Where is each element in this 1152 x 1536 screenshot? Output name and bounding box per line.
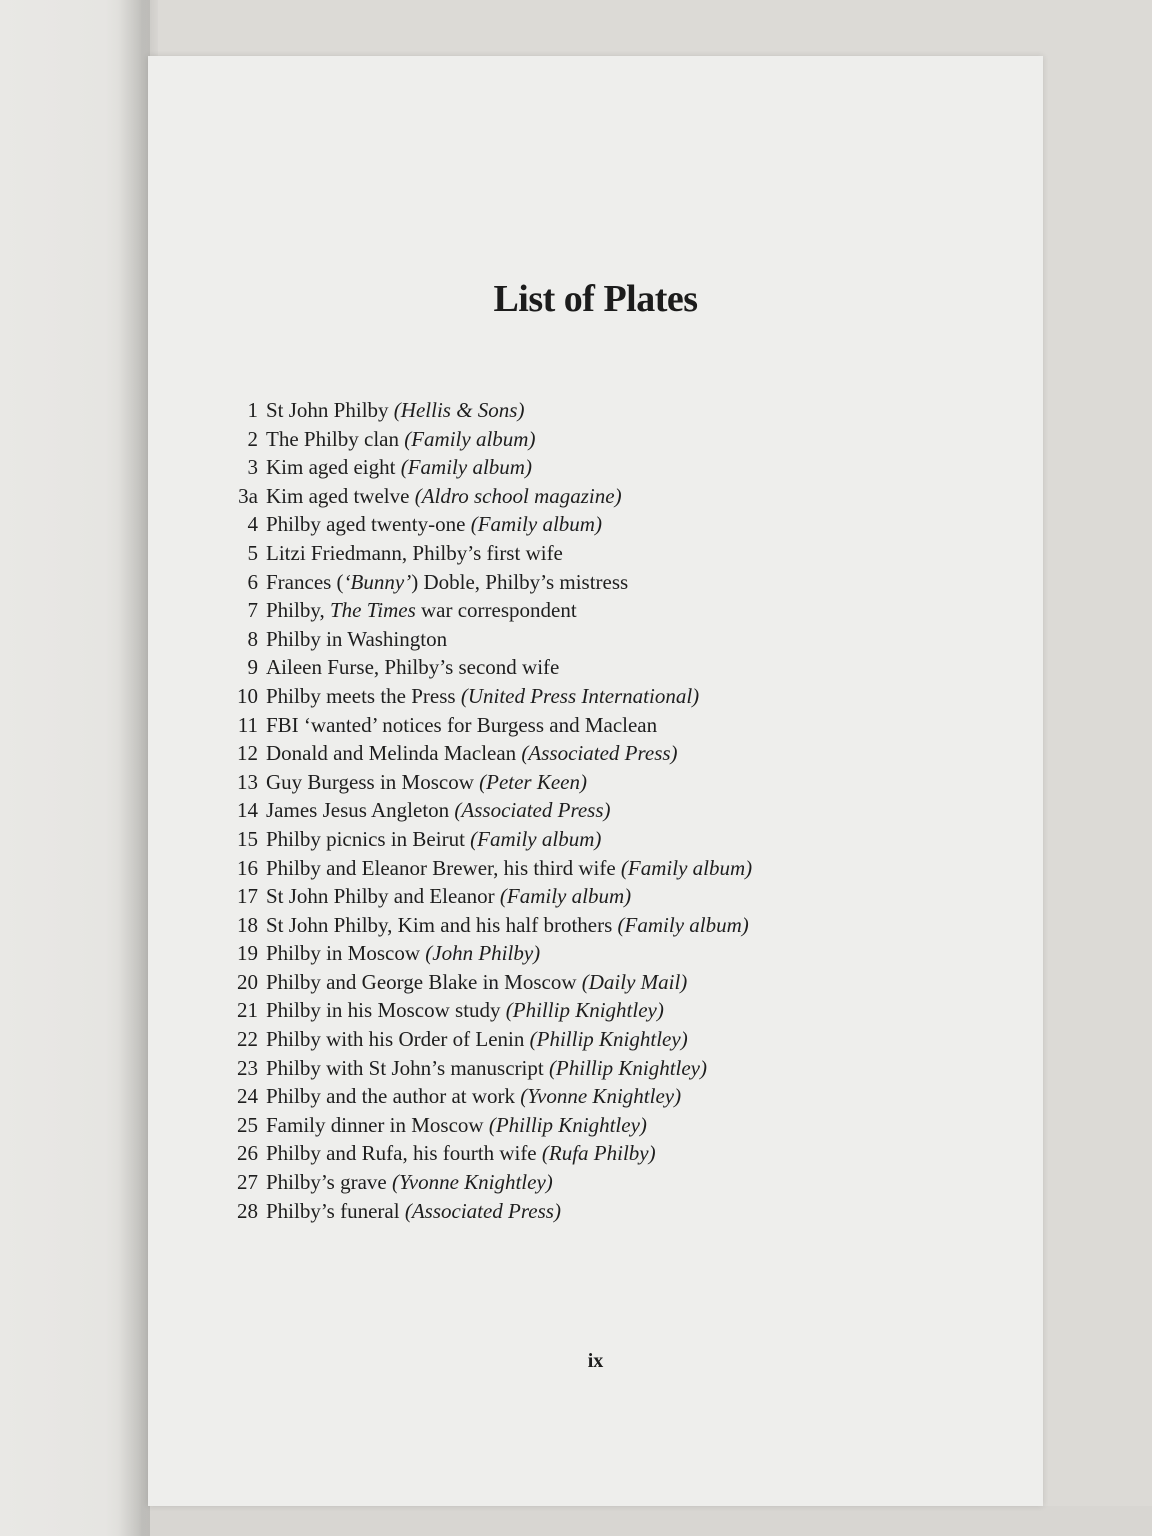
plate-number: 28 xyxy=(237,1198,258,1223)
plate-number: 15 xyxy=(237,826,258,851)
plate-number: 23 xyxy=(237,1055,258,1080)
plate-item xyxy=(224,625,1004,654)
plate-number: 3a xyxy=(238,483,258,508)
plate-caption xyxy=(266,882,631,911)
plate-caption-text: Philby with his Order of Lenin xyxy=(266,1027,530,1052)
plate-number: 20 xyxy=(237,969,258,994)
plate-item xyxy=(224,539,1004,568)
plate-number: 17 xyxy=(237,884,258,909)
plate-caption-text: Philby with St John’s manuscript xyxy=(266,1055,549,1080)
plate-caption-text: Philby and Rufa, his fourth wife xyxy=(266,1141,542,1166)
plate-item xyxy=(224,425,1004,454)
plate-item xyxy=(224,568,1004,597)
plate-number: 2 xyxy=(247,426,258,451)
plate-caption xyxy=(266,653,559,682)
plate-credit: (United Press International) xyxy=(460,683,700,708)
plate-credit: (Aldro school magazine) xyxy=(414,483,622,508)
plate-caption xyxy=(266,968,687,997)
plate-caption xyxy=(266,854,752,883)
plate-credit: (Family album) xyxy=(470,512,602,537)
plate-caption xyxy=(266,539,563,568)
plate-caption xyxy=(266,482,622,511)
plate-credit: (Associated Press) xyxy=(521,741,678,766)
plate-number: 22 xyxy=(237,1027,258,1052)
plate-credit: (Family album) xyxy=(617,912,749,937)
plate-number: 19 xyxy=(237,941,258,966)
plate-caption-text: Philby in his Moscow study xyxy=(266,998,506,1023)
plate-credit: (Associated Press) xyxy=(404,1198,561,1223)
plate-item xyxy=(224,882,1004,911)
plate-number: 8 xyxy=(247,626,258,651)
plate-caption-text: Philby and the author at work xyxy=(266,1084,521,1109)
plate-caption-text: Kim aged eight xyxy=(266,455,401,480)
plate-caption xyxy=(266,1025,688,1054)
plate-caption xyxy=(266,568,628,597)
plate-item xyxy=(224,739,1004,768)
plate-caption xyxy=(266,996,664,1025)
plate-item xyxy=(224,796,1004,825)
plate-caption-text: St John Philby and Eleanor xyxy=(266,884,500,909)
plate-number: 16 xyxy=(237,855,258,880)
plate-item xyxy=(224,1197,1004,1226)
plate-credit: (Phillip Knightley) xyxy=(505,998,664,1023)
plate-caption xyxy=(266,1139,656,1168)
page-number: ix xyxy=(587,1350,604,1372)
plate-number: 9 xyxy=(247,655,258,680)
plate-caption xyxy=(266,453,532,482)
plate-caption-text: Guy Burgess in Moscow xyxy=(266,769,480,794)
plate-number: 27 xyxy=(237,1170,258,1195)
plate-number: 18 xyxy=(237,912,258,937)
table-surface xyxy=(150,1506,1152,1536)
plate-number: 26 xyxy=(237,1141,258,1166)
plate-caption xyxy=(266,1054,707,1083)
plate-caption-text-end: war correspondent xyxy=(415,598,577,623)
plate-item xyxy=(224,1054,1004,1083)
plate-caption-text: Philby and George Blake in Moscow xyxy=(266,969,582,994)
plate-number: 12 xyxy=(237,741,258,766)
plate-number: 10 xyxy=(237,683,258,708)
plate-caption-text: Philby in Washington xyxy=(266,626,448,651)
plate-credit: (Yvonne Knightley) xyxy=(520,1084,682,1109)
plate-item xyxy=(224,911,1004,940)
plate-caption-text-end: ) Doble, Philby’s mistress xyxy=(411,569,629,594)
plate-number: 5 xyxy=(247,540,258,565)
plate-caption-text: James Jesus Angleton xyxy=(266,798,455,823)
plate-item xyxy=(224,396,1004,425)
plate-caption xyxy=(266,682,699,711)
plate-caption-text: The Philby clan xyxy=(266,426,405,451)
plate-caption xyxy=(266,768,587,797)
plate-caption-text: Aileen Furse, Philby’s second wife xyxy=(266,655,560,680)
plate-credit: (Phillip Knightley) xyxy=(488,1112,647,1137)
plate-caption-text: Philby meets the Press xyxy=(266,683,461,708)
plate-number: 24 xyxy=(237,1084,258,1109)
plates-list xyxy=(224,396,1004,1225)
plate-credit: (Family album) xyxy=(404,426,536,451)
plate-caption xyxy=(266,1111,647,1140)
plate-number: 4 xyxy=(247,512,258,537)
book-page xyxy=(148,56,1043,1506)
plate-item xyxy=(224,1168,1004,1197)
plate-caption-text: Litzi Friedmann, Philby’s first wife xyxy=(266,540,563,565)
plate-number: 7 xyxy=(247,598,258,623)
plate-caption-text: Kim aged twelve xyxy=(266,483,415,508)
plate-caption xyxy=(266,510,602,539)
plate-credit: (Phillip Knightley) xyxy=(529,1027,688,1052)
plate-caption-text: St John Philby xyxy=(266,398,394,422)
plate-credit: (Peter Keen) xyxy=(479,769,587,794)
plate-credit: (Family album) xyxy=(499,884,632,909)
plate-number: 14 xyxy=(237,798,258,823)
plate-caption xyxy=(266,396,524,425)
plate-item xyxy=(224,768,1004,797)
plate-caption xyxy=(266,425,535,454)
plate-item xyxy=(224,596,1004,625)
plate-caption-text: Philby and Eleanor Brewer, his third wife xyxy=(266,855,621,880)
plate-caption-text: Family dinner in Moscow xyxy=(266,1112,489,1137)
plate-credit: (Associated Press) xyxy=(454,798,611,823)
plate-caption-text: Philby picnics in Beirut xyxy=(266,826,471,851)
plate-item xyxy=(224,482,1004,511)
plate-caption-text: Frances ( xyxy=(266,569,344,594)
plate-caption-text: Philby aged twenty-one xyxy=(266,512,471,537)
plate-caption xyxy=(266,825,601,854)
plate-number: 25 xyxy=(237,1112,258,1137)
plate-caption-italic: The Times xyxy=(329,598,416,623)
plate-credit: (Hellis & Sons) xyxy=(393,398,525,422)
plate-item xyxy=(224,711,1004,740)
plate-credit: (Family album) xyxy=(400,455,532,480)
plate-credit: (Rufa Philby) xyxy=(541,1141,656,1166)
plate-credit: (Family album) xyxy=(620,855,753,880)
plate-number: 1 xyxy=(247,398,258,422)
plate-item xyxy=(224,996,1004,1025)
plate-item xyxy=(224,1082,1004,1111)
plate-item xyxy=(224,825,1004,854)
plate-caption-text: Philby, xyxy=(266,598,330,623)
plate-credit: (Phillip Knightley) xyxy=(548,1055,707,1080)
plate-item xyxy=(224,1025,1004,1054)
plate-number: 21 xyxy=(237,998,258,1023)
plate-caption xyxy=(266,911,749,940)
plate-caption xyxy=(266,796,611,825)
plate-credit: (Family album) xyxy=(470,826,602,851)
plate-caption xyxy=(266,739,678,768)
plate-number: 11 xyxy=(237,712,258,737)
plate-caption xyxy=(266,939,540,968)
plate-number: 3 xyxy=(247,455,258,480)
plate-caption xyxy=(266,625,447,654)
plate-caption-text: Philby in Moscow xyxy=(266,941,426,966)
plate-item xyxy=(224,682,1004,711)
plate-item xyxy=(224,1139,1004,1168)
plate-caption-text: FBI ‘wanted’ notices for Burgess and Maclean xyxy=(266,712,658,737)
plate-item xyxy=(224,1111,1004,1140)
plate-item xyxy=(224,653,1004,682)
plate-caption-text: Donald and Melinda Maclean xyxy=(266,741,522,766)
plate-caption-text: Philby’s funeral xyxy=(266,1198,405,1223)
plate-caption-italic: ‘Bunny’ xyxy=(343,569,412,594)
plate-caption-text: Philby’s grave xyxy=(266,1170,392,1195)
plate-caption xyxy=(266,1197,561,1226)
plate-caption xyxy=(266,1168,553,1197)
plate-caption-text: St John Philby, Kim and his half brothers xyxy=(266,912,618,937)
plate-item xyxy=(224,939,1004,968)
plate-number: 13 xyxy=(237,769,258,794)
plate-credit: (John Philby) xyxy=(425,941,541,966)
page-title: List of Plates xyxy=(493,278,698,321)
plate-item xyxy=(224,968,1004,997)
plate-caption xyxy=(266,711,657,740)
plate-item xyxy=(224,453,1004,482)
plate-number: 6 xyxy=(247,569,258,594)
plate-item xyxy=(224,510,1004,539)
plate-item xyxy=(224,854,1004,883)
plate-credit: (Yvonne Knightley) xyxy=(392,1170,553,1195)
plate-caption xyxy=(266,596,577,625)
plate-credit: (Daily Mail) xyxy=(581,969,688,994)
plate-caption xyxy=(266,1082,681,1111)
